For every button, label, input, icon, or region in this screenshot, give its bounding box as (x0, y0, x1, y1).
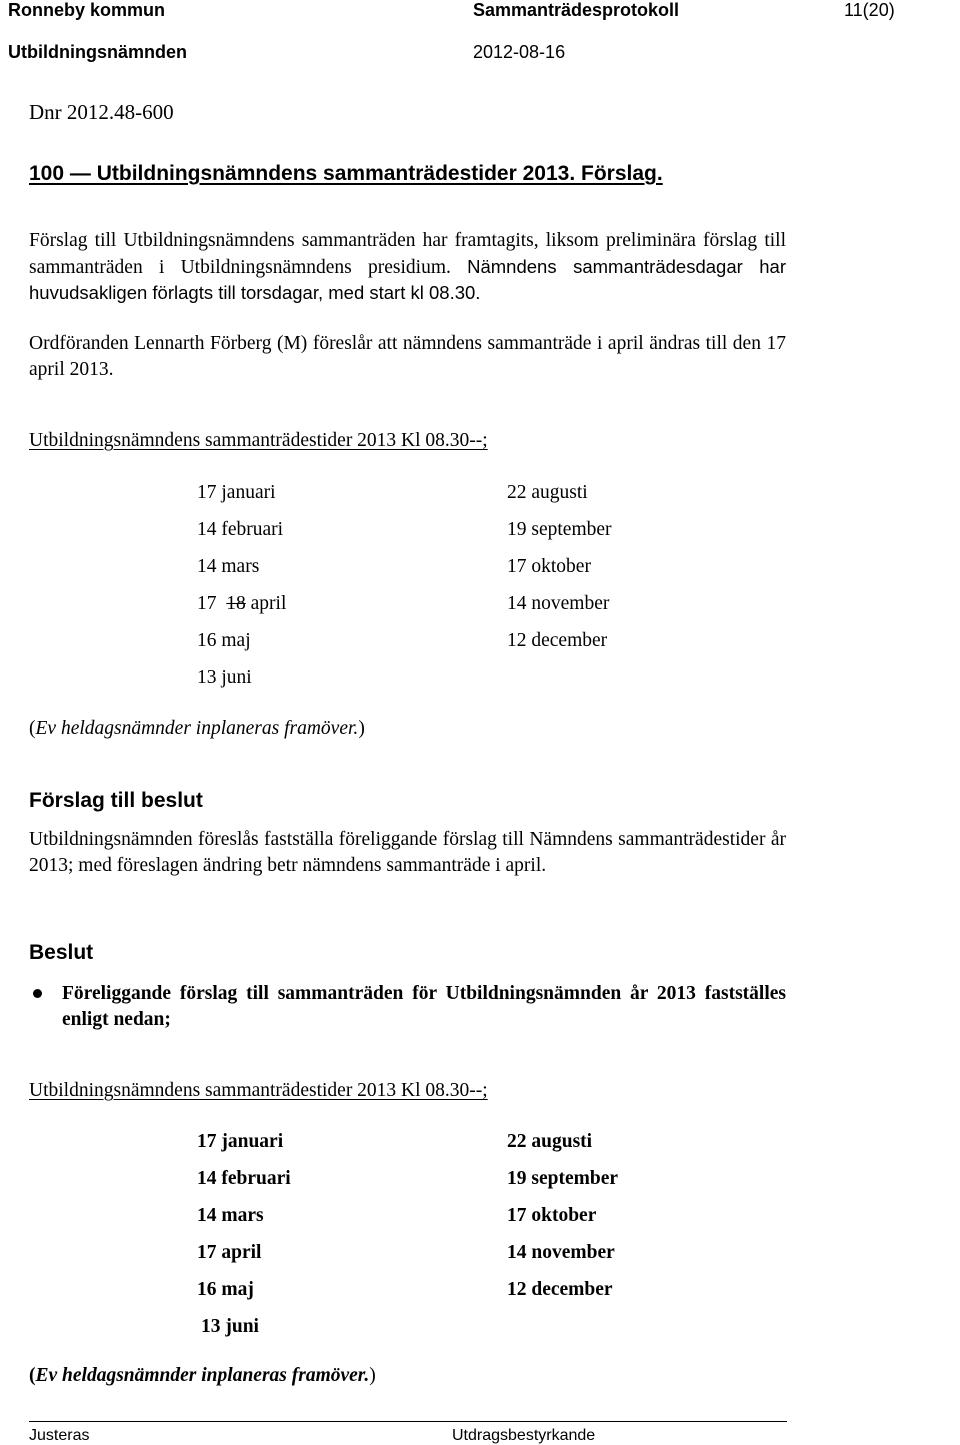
schedule-date: 19 september (507, 519, 612, 540)
decided-date: 14 mars (197, 1205, 264, 1226)
note-close-paren: ) (358, 718, 365, 739)
schedule-date: 14 november (507, 593, 610, 614)
note-open-paren: ( (29, 1365, 36, 1386)
page-number: 11(20) (844, 0, 895, 20)
schedule-date: 14 februari (197, 519, 284, 540)
decided-date: 13 juni (201, 1316, 259, 1337)
april-struck-day: 18 (226, 593, 246, 614)
schedule-date: 14 mars (197, 556, 260, 577)
footer-divider (29, 1421, 787, 1422)
decided-schedule-note (29, 1365, 376, 1387)
municipality-name: Ronneby kommun (8, 0, 166, 20)
case-title: 100 — Utbildningsnämndens sammanträdestider 2013. Förslag. (29, 162, 663, 185)
proposal-text: Utbildningsnämnden föreslås fastställa föreliggande förslag till Nämndens sammanträdestider år 2013; med föreslagen ändring betr nämndens sammanträde i april. (29, 829, 786, 876)
paragraph-proposal-text: Förslag till Utbildningsnämndens sammanträden har framtagits, liksom preliminära förslag till sammanträden i Utbildningsnämndens presidium. (29, 230, 786, 278)
case-number: Dnr 2012.48-600 (29, 100, 174, 124)
decided-date: 14 november (507, 1242, 615, 1263)
bullet-icon (33, 989, 42, 998)
schedule-date: 17 oktober (507, 556, 591, 577)
decision-heading: Beslut (29, 941, 94, 964)
decided-date: 12 december (507, 1279, 613, 1300)
footer-justeras: Justeras (29, 1427, 90, 1444)
decided-date: 19 september (507, 1168, 619, 1189)
decided-date: 16 maj (197, 1279, 254, 1300)
schedule-left-column (197, 480, 286, 702)
note-text: Ev heldagsnämnder inplaneras framöver. (35, 1365, 370, 1386)
schedule-date-april (197, 591, 286, 628)
document-type: Sammanträdesprotokoll (473, 0, 680, 20)
decided-date: 17 januari (197, 1131, 284, 1152)
decided-date: 17 april (197, 1242, 262, 1263)
paragraph-chair-proposal: Ordföranden Lennarth Förberg (M) föreslår att nämndens sammanträde i april ändras till den 17 april 2013. (29, 333, 786, 380)
decision-bullet-text: Föreliggande förslag till sammanträden för Utbildningsnämnden år 2013 fastställes enligt nedan; (62, 983, 786, 1030)
decided-schedule-right-column (507, 1129, 618, 1314)
meeting-date: 2012-08-16 (473, 42, 566, 62)
schedule-heading: Utbildningsnämndens sammanträdestider 2013 Kl 08.30--; (29, 430, 488, 451)
schedule-date: 12 december (507, 630, 608, 651)
decided-date: 17 oktober (507, 1205, 597, 1226)
footer-extract-certified: Utdragsbestyrkande (452, 1427, 596, 1444)
note-close-paren: ) (369, 1365, 376, 1386)
note-open-paren: ( (29, 718, 36, 739)
decided-schedule-heading: Utbildningsnämndens sammanträdestider 2013 Kl 08.30--; (29, 1080, 488, 1101)
decided-schedule-left-column (197, 1129, 291, 1351)
april-new-day: 17 (197, 593, 217, 614)
schedule-date: 17 januari (197, 482, 276, 503)
proposal-heading: Förslag till beslut (29, 789, 203, 812)
schedule-right-column (507, 480, 612, 665)
committee-name: Utbildningsnämnden (8, 42, 187, 62)
decided-date: 22 augusti (507, 1131, 593, 1152)
april-month: april (250, 593, 287, 614)
paragraph-meeting-days: Nämndens sammanträdesdagar har huvudsakligen förlagts till torsdagar, med start kl 08.30. (29, 255, 787, 303)
schedule-date: 22 augusti (507, 482, 588, 503)
paragraph-proposal-intro (29, 228, 786, 307)
schedule-date: 13 juni (197, 667, 252, 688)
decided-date: 14 februari (197, 1168, 291, 1189)
note-text: Ev heldagsnämnder inplaneras framöver. (35, 718, 359, 739)
schedule-note (29, 718, 365, 740)
schedule-date: 16 maj (197, 630, 251, 651)
